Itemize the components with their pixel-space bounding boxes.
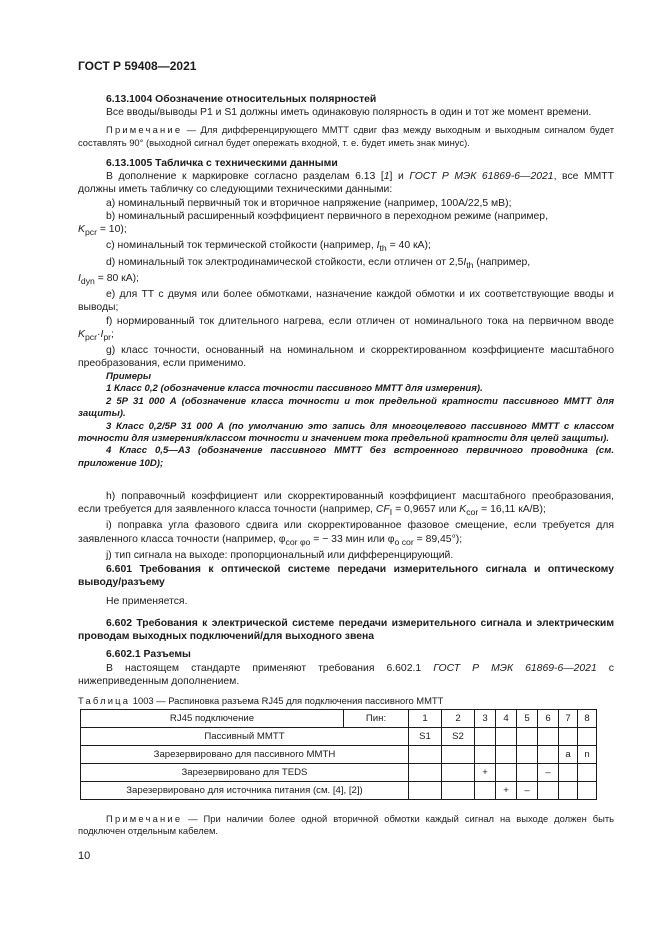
table-cell [475,746,496,764]
table-cell: – [538,764,559,782]
std-reference: ГОСТ Р МЭК 61869-6—2021 [409,171,554,183]
row-label: Зарезервировано для источника питания (см. [4], [2]) [81,782,409,800]
pin-number: 8 [578,710,597,728]
list-item: i) поправка угла фазового сдвига или скорректированное фазовое смещение, если требуется для заявленного класса точности (например, $\varphi_{cor \varphi o}$ = − 33 мин или $\varphi_{o cor} = 89,45^\circ$); [78,520,614,547]
table-cell [496,746,517,764]
table-cell: + [475,764,496,782]
note-text: — Для дифференцирующего ММТТ сдвиг фаз между выходным и выходным сигналом будет составлять 90° (выходной сигнал будет опережать входной, т. е. будет иметь знак минус). [78,124,614,148]
list-item: g) класс точности, основанный на номинальном и скорректированном коэффициенте масштабного преобразования, если применимо. [78,345,614,370]
table-cell: + [496,782,517,800]
list-continued [78,490,614,562]
table-row [81,728,597,746]
paragraph: Не применяется. [106,596,188,608]
table-cell: S1 [409,728,442,746]
pin-number: 1 [409,710,442,728]
table-row [81,782,597,800]
rj45-pinout-table [80,709,597,800]
table-cell [578,728,597,746]
note [78,124,614,148]
list-item: c) номинальный ток термической стойкости (например, $I_{th} = 40$ кА); [106,240,431,254]
table-cell [442,782,475,800]
table-row [81,746,597,764]
list-item: j) тип сигнала на выходе: пропорциональный или дифференцирующий. [106,549,454,561]
table-cell [538,782,559,800]
table-cell [496,764,517,782]
table-cell [442,746,475,764]
std-reference: ГОСТ Р МЭК 61869-6—2021 [433,662,597,674]
pin-number: 2 [442,710,475,728]
subsection-title: 6.602.1 Разъемы [106,649,191,661]
pin-number: 7 [559,710,578,728]
table-cell: S2 [442,728,475,746]
table-note [78,813,614,837]
table-cell: a [559,746,578,764]
example-item: 3 Класс 0,2/5Р 31 000 А (по умолчанию это запись для многоцелевого пассивного ММТТ с классом точности для измерения/классом точности и значением тока предельной кратности для целей защиты). [78,420,614,445]
page-number: 10 [78,850,91,862]
table-cell [559,764,578,782]
section-title: 6.13.1005 Табличка с техническими данными [106,158,338,169]
paragraph: В дополнение к маркировке согласно разделам 6.13 [1] и ГОСТ Р МЭК 61869-6—2021, все ММТТ должны иметь табличку со следующими техническими данными: [78,171,614,196]
note-label: Примечание [106,124,183,136]
table-cell [475,782,496,800]
section-title: 6.602 Требования к электрической системе передачи измерительного сигнала и электрическим проводам выходных подключений/для выходного звена [78,618,614,643]
paragraph: Все вводы/выводы Р1 и S1 должны иметь одинаковую полярность в один и тот же момент времени. [106,107,592,119]
list-item: d) номинальный ток электродинамической стойкости, если отличен от $2,5I_{th}$ (например, $I_{dyn} = 80$ кА); [78,256,531,286]
examples-title: Примеры [106,371,152,382]
table-cell [517,764,538,782]
table-cell [517,746,538,764]
table-cell [538,728,559,746]
section-6-13-1005 [78,157,614,370]
table-cell [578,764,597,782]
list-item: f) нормированный ток длительного нагрева, если отличен от номинального тока на первичном вводе $K_{pcr}\cdot I_{pr}$; [78,315,614,342]
table-cell [538,746,559,764]
table-cell [559,728,578,746]
paragraph: В настоящем стандарте применяют требования 6.602.1 ГОСТ Р МЭК 61869-6—2021 с нижеприведенным дополнением. [78,662,614,687]
pin-number: 3 [475,710,496,728]
row-label: Зарезервировано для TEDS [81,764,409,782]
table-cell [517,728,538,746]
table-cell [496,728,517,746]
list-item: а) номинальный первичный ток и вторичное напряжение (например, 100А/22,5 мВ); [106,197,512,209]
list-item: h) поправочный коэффициент или скорректированный коэффициент масштабного преобразования, если требуется для заявленного класса точности (например, $CF_I = 0,9657$ или $K_{cor} = 16,11$ кА/В); [78,491,614,518]
example-item: 1 Класс 0,2 (обозначение класса точности пассивного ММТТ для измерения). [106,383,483,395]
table-cell [578,782,597,800]
example-item: 4 Класс 0,5—А3 (обозначение пассивного ММТТ без встроенного первичного проводника (см. приложение 10D); [78,445,614,469]
pin-number: 4 [496,710,517,728]
table-cell: n [578,746,597,764]
section-6-602 [78,617,614,688]
table-caption: Таблица 1003 — Распиновка разъема RJ45 для подключения пассивного ММТТ [78,695,444,706]
pin-number: 5 [517,710,538,728]
examples-block [78,371,614,470]
section-6-13-1004 [78,93,614,149]
row-label: Пассивный ММТТ [81,728,409,746]
table-cell [409,746,442,764]
table-cell [475,728,496,746]
table-row [81,764,597,782]
section-6-601 [78,563,614,609]
note-text: — При наличии более одной вторичной обмотки каждый сигнал на выходе должен быть подключен отдельным кабелем. [78,813,614,837]
table-cell [442,764,475,782]
list-item: b) номинальный расширенный коэффициент первичного в переходном режиме (например, $K_{pcr} = 10$); [78,210,548,238]
list-item: е) для ТТ с двумя или более обмотками, назначение каждой обмотки и их соответствующие вводы и выводы; [78,289,614,314]
table-cell: – [517,782,538,800]
pin-number: 6 [538,710,559,728]
table-cell [409,764,442,782]
row-label: Зарезервировано для пассивного ММТН [81,746,409,764]
table-header-row [81,710,597,728]
header-label: RJ45 подключение [81,710,344,728]
table-cell [409,782,442,800]
example-item: 2 5Р 31 000 А (обозначение класса точности и ток предельной кратности пассивного ММТТ для защиты). [78,395,614,420]
header-pin: Пин: [344,710,409,728]
document-header: ГОСТ Р 59408—2021 [78,59,197,73]
note-label: Примечание [106,813,183,824]
section-title: 6.601 Требования к оптической системе передачи измерительного сигнала и оптическому выводу/разъему [78,564,614,589]
table-cell [559,782,578,800]
section-title: 6.13.1004 Обозначение относительных полярностей [106,94,377,105]
